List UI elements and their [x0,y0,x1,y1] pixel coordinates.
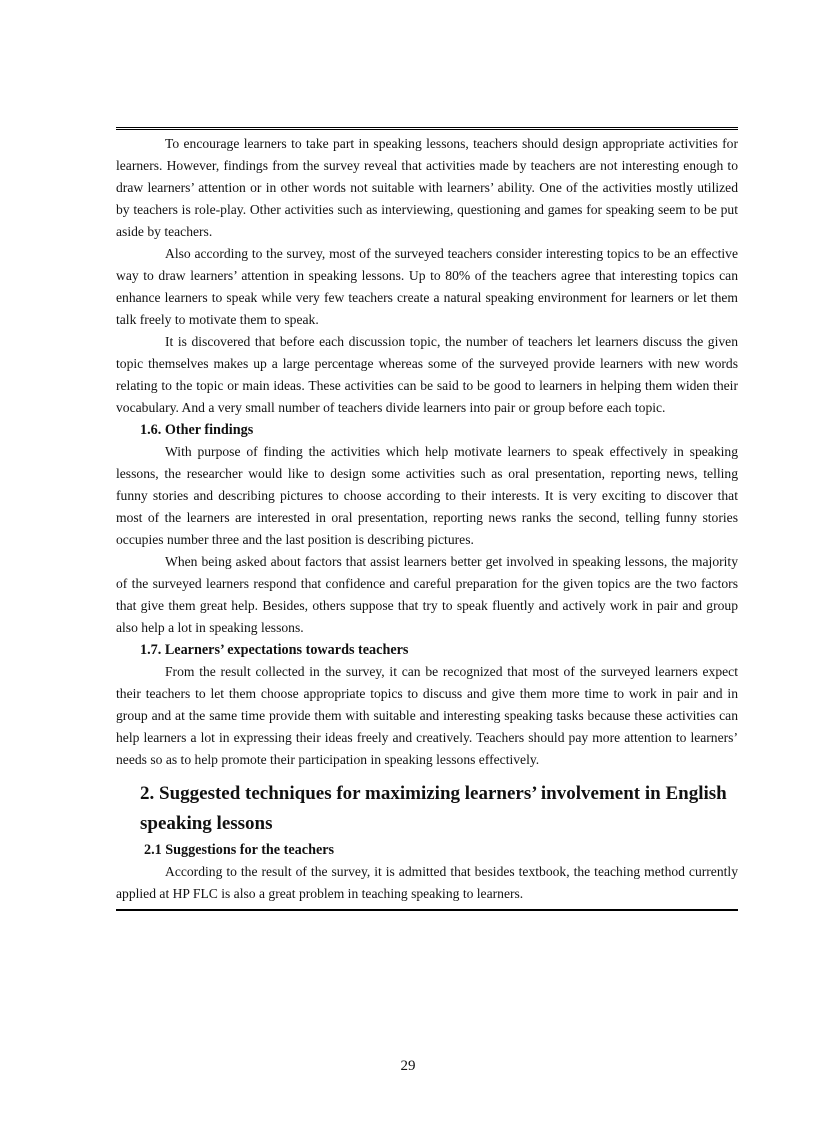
paragraph-factors: When being asked about factors that assist learners better get involved in speaking lessons, the majority of the surveyed learners respond that confidence and careful preparation for the given topics are the two factors that give them great help. Besides, others suppose that try to speak fluently and actively work in pair and group also help a lot in speaking lessons. [116,554,738,635]
paragraph-expectations: From the result collected in the survey, it can be recognized that most of the surveyed learners expect their teachers to let them choose appropriate topics to discuss and give them more time to work in pair and in group and at the same time provide them with suitable and interesting speaking tasks because these activities can help learners a lot in expressing their ideas freely and creatively. Teachers should pay more attention to learners’ needs so as to help promote their participation in speaking lessons effectively. [116,664,738,767]
paragraph-activities: To encourage learners to take part in speaking lessons, teachers should design appropriate activities for learners. However, findings from the survey reveal that activities made by teachers are not interesting enough to draw learners’ attention or in other words not suitable with learners’ ability. One of the activities mostly utilized by teachers is role-play. Other activities such as interviewing, questioning and games for speaking seem to be put aside by teachers. [116,136,738,239]
page-number: 29 [400,1058,416,1074]
heading-suggestions-teachers: 2.1 Suggestions for the teachers [144,842,335,858]
heading-learners-expectations: 1.7. Learners’ expectations towards teachers [140,642,409,658]
paragraph-teaching-method: According to the result of the survey, it is admitted that besides textbook, the teaching method currently applied at HP FLC is also a great problem in teaching speaking to learners. [116,864,738,901]
bottom-rule [116,909,738,911]
paragraph-designed-activities: With purpose of finding the activities which help motivate learners to speak effectively in speaking lessons, the researcher would like to design some activities such as oral presentation, reporting news, telling funny stories and describing pictures to choose according to their interests. It is very exciting to discover that most of the learners are interested in oral presentation, reporting news ranks the second, telling funny stories occupies number three and the last position is describing pictures. [116,444,738,547]
heading-other-findings: 1.6. Other findings [140,422,254,438]
document-page [116,127,738,911]
top-rule [116,127,738,130]
heading-suggested-techniques: 2. Suggested techniques for maximizing learners’ involvement in English speaking lessons [140,783,727,834]
paragraph-discussion: It is discovered that before each discussion topic, the number of teachers let learners discuss the given topic themselves makes up a large percentage whereas some of the surveyed provide learners with new words relating to the topic or main ideas. These activities can be said to be good to learners in helping them widen their vocabulary. And a very small number of teachers divide learners into pair or group before each topic. [116,334,738,415]
paragraph-topics: Also according to the survey, most of the surveyed teachers consider interesting topics to be an effective way to draw learners’ attention in speaking lessons. Up to 80% of the teachers agree that interesting topics can enhance learners to speak while very few teachers create a natural speaking environment for learners or let them talk freely to motivate them to speak. [116,246,738,327]
